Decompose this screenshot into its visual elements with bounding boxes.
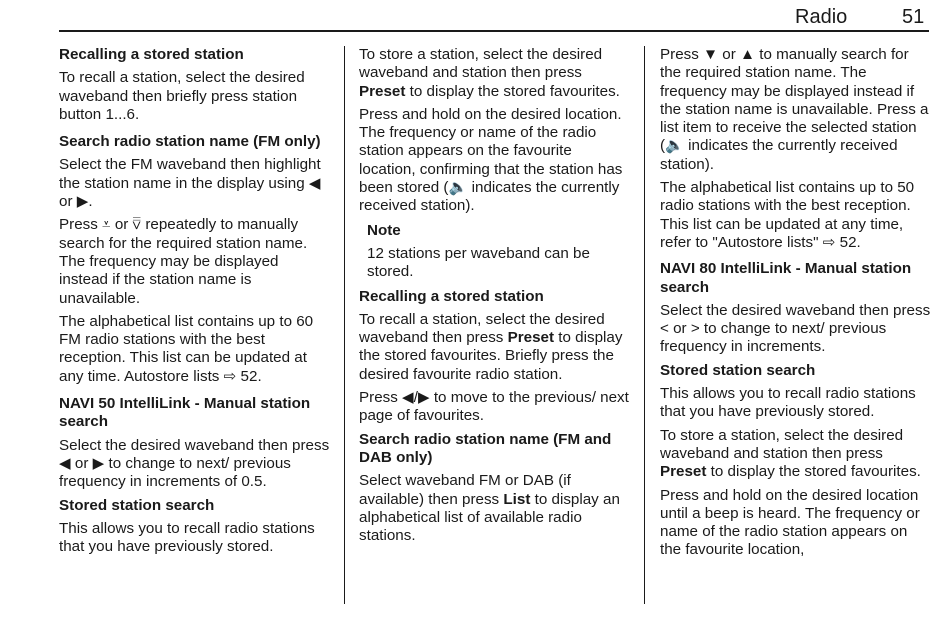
paragraph: The alphabetical list contains up to 60 FM radio stations with the best reception. This list can be updated at any time. Autostore lists ⇨ 52. (59, 312, 314, 385)
paragraph: To store a station, select the desired waveband and station then press Preset to display the stored favourites. (359, 46, 620, 100)
heading: Recalling a stored station (359, 287, 544, 305)
column-divider-1 (344, 46, 345, 604)
column-1 (59, 46, 331, 561)
note-box (367, 222, 631, 282)
header-title: Radio (795, 6, 848, 28)
heading: NAVI 80 IntelliLink - Manual station search (660, 260, 912, 296)
paragraph: Press ▼ or ▲ to manually search for the required station name. The frequency may be displayed instead if the station name is unavailable. Press a list item to receive the selected station (🔈 indicates the currently received station). (660, 46, 929, 173)
column-3 (660, 46, 932, 565)
paragraph: Press and hold on the desired location until a beep is heard. The frequency or name of the radio station appears on the favourite location, (660, 486, 920, 559)
heading: NAVI 50 IntelliLink - Manual station search (59, 395, 311, 431)
preset-keyword: Preset (660, 463, 707, 481)
heading: Search radio station name (FM only) (59, 133, 321, 151)
paragraph: Select waveband FM or DAB (if available) then press List to display an alphabetical list of available radio stations. (359, 472, 620, 545)
paragraph: Press and hold on the desired location. The frequency or name of the radio station appears on the favourite location, confirming that the station has been stored (🔈 indicates the currently received station). (359, 105, 623, 215)
paragraph: Press ⩡ or ⩢ repeatedly to manually search for the required station name. The frequency may be displayed instead if the station name is unavailable. (59, 216, 308, 307)
paragraph: The alphabetical list contains up to 50 radio stations with the best reception. This list can be updated at any time, refer to "Autostore lists" ⇨ 52. (660, 179, 915, 251)
note-text: 12 stations per waveband can be stored. (367, 244, 590, 281)
header-rule (59, 30, 929, 32)
page-number: 51 (902, 6, 925, 28)
column-2 (359, 46, 631, 550)
paragraph: This allows you to recall radio stations that you have previously stored. (660, 385, 916, 421)
note-title: Note (367, 221, 401, 239)
heading: Recalling a stored station (59, 46, 244, 63)
preset-keyword: Preset (507, 329, 555, 347)
heading: Stored station search (660, 361, 816, 379)
heading: Stored station search (59, 496, 215, 514)
paragraph: Select the desired waveband then press ◀ or ▶ to change to next/ previous frequency in increments of 0.5. (59, 436, 330, 491)
paragraph: To recall a station, select the desired waveband then press Preset to display the stored favourites. Briefly press the desired favourite radio station. (359, 310, 623, 383)
paragraph: This allows you to recall radio stations that you have previously stored. (59, 519, 315, 556)
paragraph: Press ◀/▶ to move to the previous/ next page of favourites. (359, 389, 629, 425)
paragraph: Select the FM waveband then highlight the station name in the display using ◀ or ▶. (59, 156, 321, 211)
paragraph: To store a station, select the desired waveband and station then press Preset to display the stored favourites. (660, 426, 921, 481)
list-keyword: List (503, 490, 531, 508)
heading: Search radio station name (FM and DAB only) (359, 430, 612, 466)
preset-keyword: Preset (359, 82, 406, 100)
paragraph: Select the desired waveband then press < or > to change to next/ previous frequency in increments. (660, 301, 931, 356)
column-divider-2 (644, 46, 645, 604)
paragraph: To recall a station, select the desired waveband then briefly press station button 1...6. (59, 69, 305, 123)
